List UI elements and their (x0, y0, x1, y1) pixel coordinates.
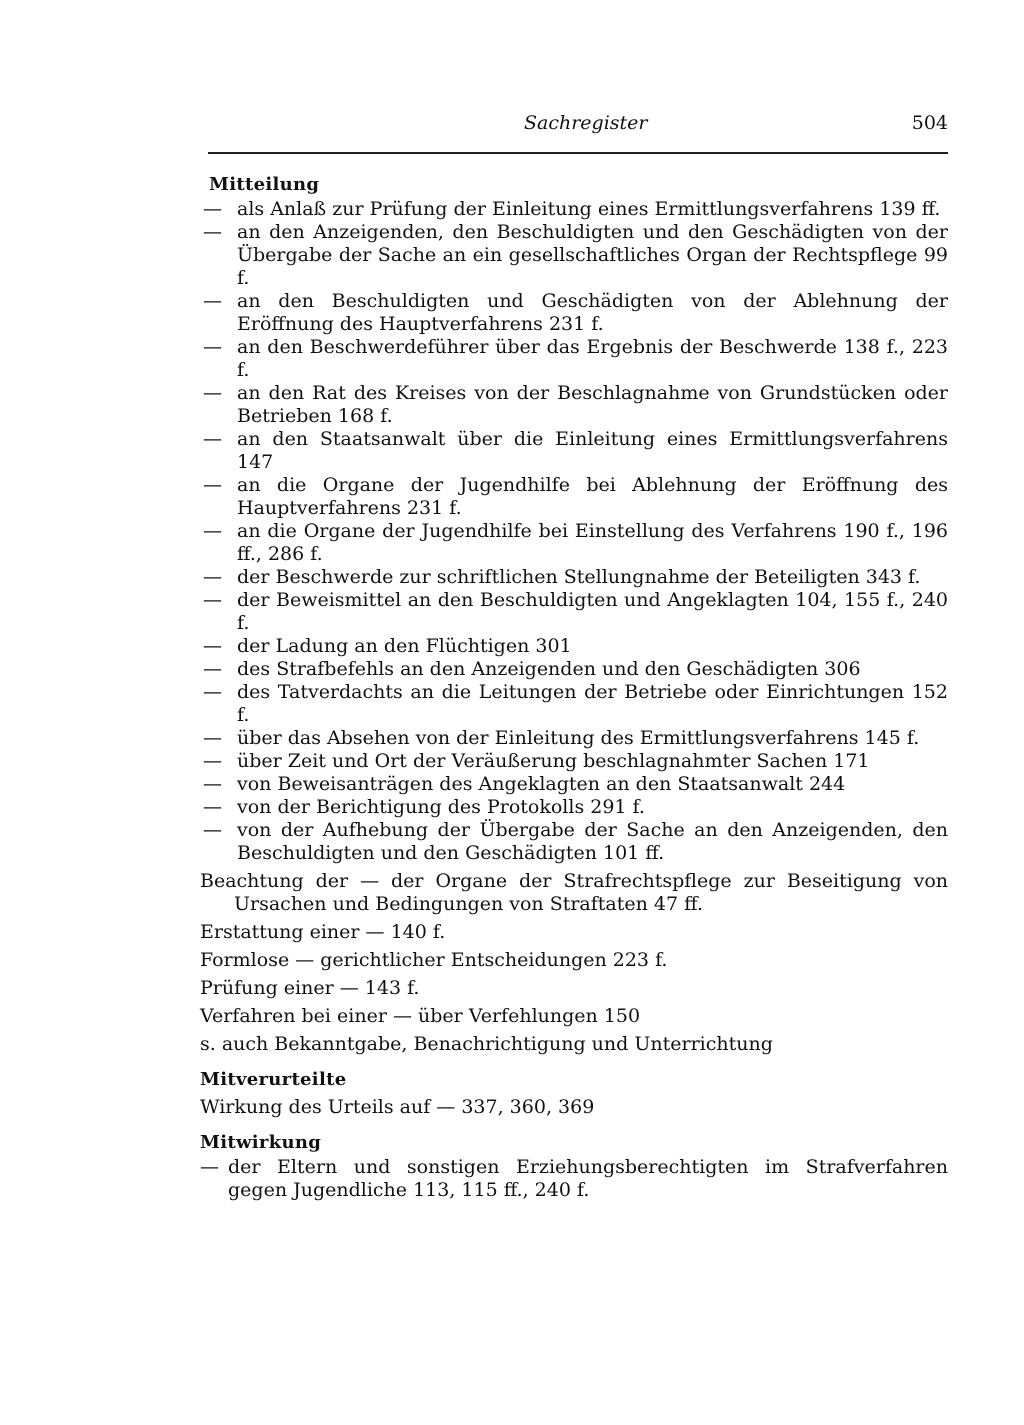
index-entry: Formlose — gerichtlicher Entscheidungen 223 f. (200, 949, 668, 971)
subentry: — als Anlaß zur Prüfung der Einleitung eines Ermittlungsverfahrens 139 ff. (200, 198, 948, 221)
subentry: — über das Absehen von der Einleitung des Ermittlungsverfahrens 145 f. (200, 727, 948, 750)
subentry: — über Zeit und Ort der Veräußerung beschlagnahmter Sachen 171 (200, 750, 948, 773)
subentry: — an den Beschwerdeführer über das Ergebnis der Beschwerde 138 f., 223 f. (200, 336, 948, 382)
subentry: — an den Staatsanwalt über die Einleitung eines Ermittlungsverfahrens 147 (200, 428, 948, 474)
subentry: — an den Anzeigenden, den Beschuldigten und den Geschädigten von der Übergabe der Sache an ein gesellschaftliches Organ der Rechtspflege 99 f. (200, 221, 948, 290)
subentry: — von Beweisanträgen des Angeklagten an den Staatsanwalt 244 (200, 773, 948, 796)
subentry: — der Eltern und sonstigen Erziehungsberechtigten im Strafverfahren gegen Jugendliche 113, 115 ff., 240 f. (200, 1156, 948, 1202)
subentry: — von der Aufhebung der Übergabe der Sache an den Anzeigenden, den Beschuldigten und den Geschädigten 101 ff. (200, 819, 948, 865)
subentry: — an die Organe der Jugendhilfe bei Einstellung des Verfahrens 190 f., 196 ff., 286 f. (200, 520, 948, 566)
running-title: Sachregister (524, 112, 648, 134)
index-entry: Wirkung des Urteils auf — 337, 360, 369 (200, 1096, 595, 1118)
page-header (208, 112, 948, 154)
index-head-mitteilung: Mitteilung (209, 174, 320, 195)
subentry: — an den Rat des Kreises von der Beschlagnahme von Grundstücken oder Betrieben 168 f. (200, 382, 948, 428)
subentry: — der Ladung an den Flüchtigen 301 (200, 635, 948, 658)
subentry-list (200, 198, 948, 865)
index-entry: Erstattung einer — 140 f. (200, 921, 446, 943)
cross-reference: s. auch Bekanntgabe, Benachrichtigung und Unterrichtung (200, 1033, 773, 1055)
index-head-mitverurteilte: Mitverurteilte (200, 1069, 347, 1090)
subentry: — an die Organe der Jugendhilfe bei Ablehnung der Eröffnung des Hauptverfahrens 231 f. (200, 474, 948, 520)
subentry-list (200, 1156, 948, 1202)
index-entry: Beachtung der — der Organe der Strafrechtspflege zur Beseitigung von Ursachen und Bedingungen von Straftaten 47 ff. (200, 870, 948, 915)
page-number: 504 (911, 112, 948, 134)
subentry: — von der Berichtigung des Protokolls 291 f. (200, 796, 948, 819)
subentry: — der Beweismittel an den Beschuldigten und Angeklagten 104, 155 f., 240 f. (200, 589, 948, 635)
subentry: — des Strafbefehls an den Anzeigenden und den Geschädigten 306 (200, 658, 948, 681)
index-entry: Verfahren bei einer — über Verfehlungen 150 (200, 1005, 641, 1027)
index-content (200, 173, 948, 1202)
index-head-mitwirkung: Mitwirkung (200, 1132, 322, 1153)
subentry: — des Tatverdachts an die Leitungen der Betriebe oder Einrichtungen 152 f. (200, 681, 948, 727)
index-entry: Prüfung einer — 143 f. (200, 977, 420, 999)
subentry: — der Beschwerde zur schriftlichen Stellungnahme der Beteiligten 343 f. (200, 566, 948, 589)
subentry: — an den Beschuldigten und Geschädigten von der Ablehnung der Eröffnung des Hauptverfahrens 231 f. (200, 290, 948, 336)
